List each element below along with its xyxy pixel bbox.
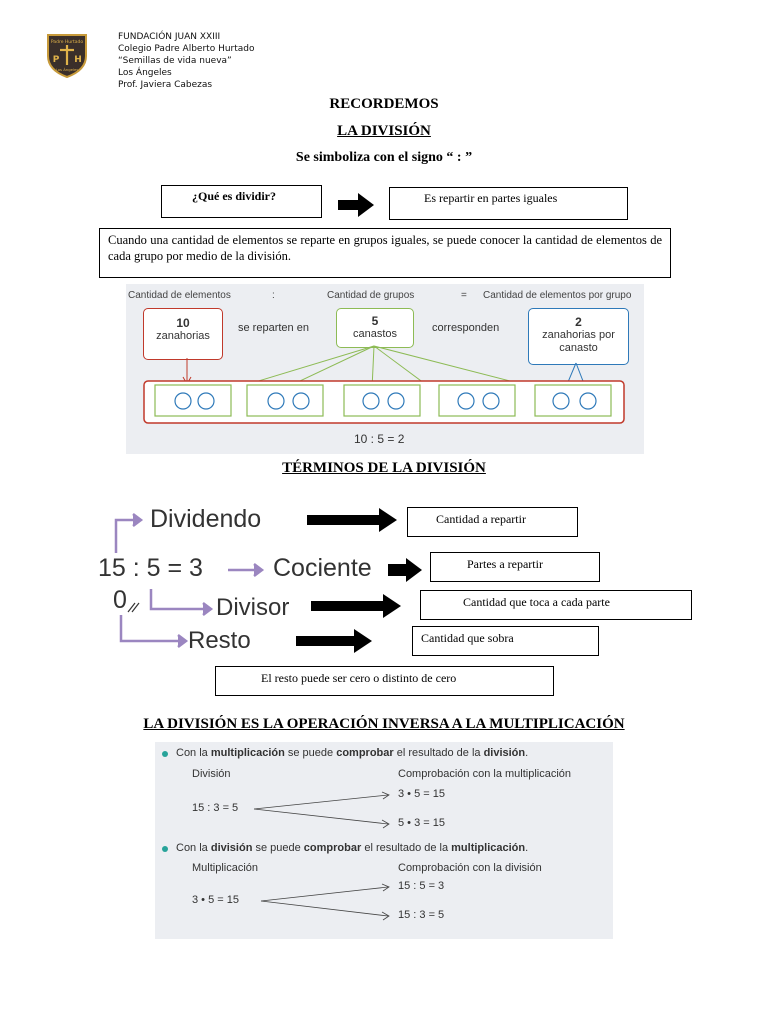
col-comprobacion-mult-head: Comprobación con la multiplicación xyxy=(398,768,572,780)
arrow-resto-icon xyxy=(296,629,372,658)
title-inversa: LA DIVISIÓN ES LA OPERACIÓN INVERSA A LA MULTIPLICACIÓN xyxy=(143,716,625,732)
header-foundation: FUNDACIÓN JUAN XXIII xyxy=(118,32,221,42)
box-canastos-label: canastos xyxy=(352,328,398,340)
bullet-2-text: Con la división se puede comprobar el resultado de la multiplicación. xyxy=(176,842,529,854)
term-zero: 0 xyxy=(113,586,127,614)
label-colon: : xyxy=(272,290,275,301)
question-text: ¿Qué es dividir? xyxy=(192,189,277,203)
label-equals: = xyxy=(461,290,467,301)
multiplication-check-2: 5 • 3 = 15 xyxy=(398,817,445,829)
label-elementos-por-grupo: Cantidad de elementos por grupo xyxy=(483,290,632,301)
title-recordemos: RECORDEMOS xyxy=(329,96,439,112)
header-motto: “Semillas de vida nueva” xyxy=(118,56,232,66)
header-teacher: Prof. Javiera Cabezas xyxy=(118,80,213,90)
box-zanahorias-number: 10 xyxy=(176,316,190,330)
inverse-panel xyxy=(155,742,613,939)
term-resto: Resto xyxy=(188,627,251,654)
division-equation: 15 : 3 = 5 xyxy=(192,802,239,814)
inverse-arrows xyxy=(155,742,613,939)
box-cantidad-que-sobra xyxy=(412,626,599,656)
arrow-dividendo-icon xyxy=(307,508,397,537)
multiplication-equation: 3 • 5 = 15 xyxy=(192,894,239,906)
svg-text:H: H xyxy=(74,55,82,65)
term-cociente: Cociente xyxy=(273,554,372,582)
multiplication-check-1: 3 • 5 = 15 xyxy=(398,788,445,800)
box-partes-a-repartir xyxy=(430,552,600,582)
col-comprobacion-div-head: Comprobación con la división xyxy=(398,862,542,874)
arrow-divisor-icon xyxy=(311,594,401,623)
strike-marks xyxy=(126,600,142,614)
box-cantidad-cada-parte xyxy=(420,590,692,620)
svg-text:Padre Hurtado: Padre Hurtado xyxy=(50,40,84,45)
division-check-1: 15 : 5 = 3 xyxy=(398,880,445,892)
box-cantidad-cada-parte-text: Cantidad que toca a cada parte xyxy=(463,595,610,609)
arrow-to-cociente-icon xyxy=(226,560,266,580)
box-zanahorias-label: zanahorias xyxy=(156,330,210,342)
division-check-2: 15 : 3 = 5 xyxy=(398,909,445,921)
title-terminos: TÉRMINOS DE LA DIVISIÓN xyxy=(282,460,486,476)
term-equation: 15 : 5 = 3 xyxy=(98,554,203,582)
box-por-canasto-number: 2 xyxy=(575,315,582,329)
label-cantidad-grupos: Cantidad de grupos xyxy=(327,290,415,301)
header-school: Colegio Padre Alberto Hurtado xyxy=(118,44,255,54)
label-se-reparten: se reparten en xyxy=(238,322,309,334)
note-text: El resto puede ser cero o distinto de cero xyxy=(261,671,457,685)
definition-box xyxy=(99,228,671,278)
box-por-canasto-label-2: canasto xyxy=(559,342,598,354)
equation-10-5: 10 : 5 = 2 xyxy=(354,432,405,446)
header-city: Los Ángeles xyxy=(118,68,172,78)
subtitle-simbolo: Se simboliza con el signo “ : ” xyxy=(295,150,473,165)
definition-text: Cuando una cantidad de elementos se reparte en grupos iguales, se puede conocer la cantidad de elementos de cada grupo por medio de la división. xyxy=(108,233,662,263)
arrow-cociente-icon xyxy=(388,558,422,587)
label-cantidad-elementos: Cantidad de elementos xyxy=(128,290,231,301)
box-cantidad-a-repartir xyxy=(407,507,578,537)
box-partes-a-repartir-text: Partes a repartir xyxy=(467,557,543,571)
term-divisor: Divisor xyxy=(216,594,290,621)
answer-text: Es repartir en partes iguales xyxy=(424,191,558,205)
label-corresponden: corresponden xyxy=(432,322,500,334)
division-illustration xyxy=(126,284,644,454)
answer-box xyxy=(389,187,628,220)
note-box xyxy=(215,666,554,696)
title-la-division: LA DIVISIÓN xyxy=(337,123,431,139)
svg-text:P: P xyxy=(52,55,60,65)
box-cantidad-a-repartir-text: Cantidad a repartir xyxy=(436,512,526,526)
col-multiplicacion-head: Multiplicación xyxy=(192,862,259,874)
school-logo xyxy=(44,32,90,78)
question-box xyxy=(161,185,322,218)
box-canastos-number: 5 xyxy=(371,314,379,328)
bullet-1-text: Con la multiplicación se puede comprobar el resultado de la división. xyxy=(176,747,529,759)
term-dividendo: Dividendo xyxy=(150,505,262,533)
groups-diagram xyxy=(126,284,644,454)
right-arrow-icon xyxy=(338,193,374,222)
col-division-head: División xyxy=(192,768,231,780)
svg-text:Los Ángeles: Los Ángeles xyxy=(55,67,79,72)
box-por-canasto-label-1: zanahorias por xyxy=(542,329,615,341)
box-cantidad-que-sobra-text: Cantidad que sobra xyxy=(421,631,514,645)
